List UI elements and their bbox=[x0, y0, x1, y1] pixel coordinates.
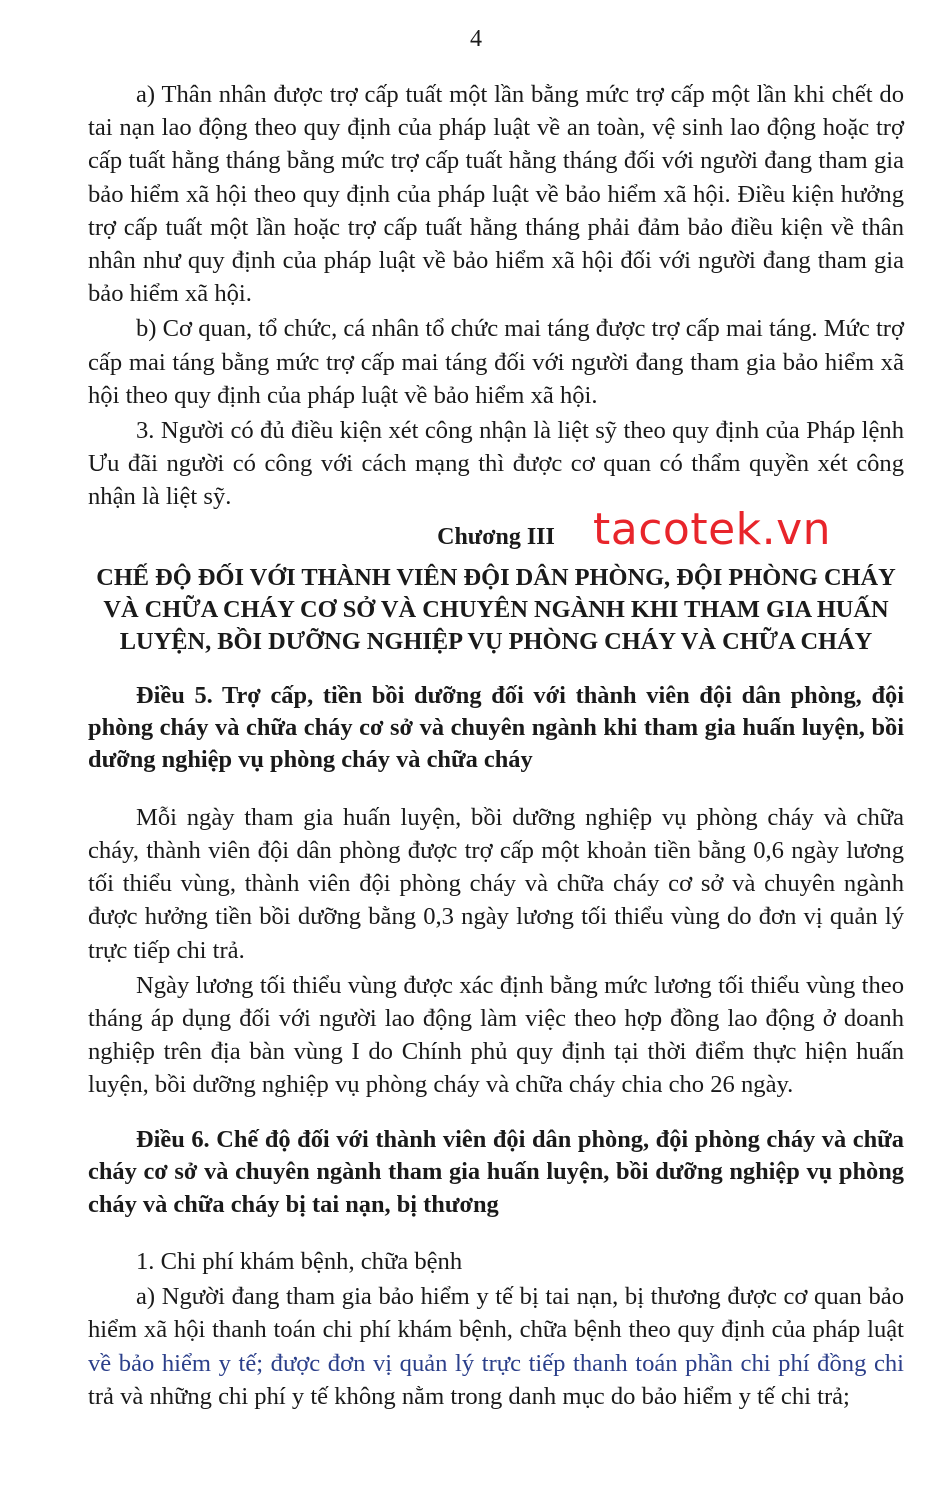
article-6-title: Điều 6. Chế độ đối với thành viên đội dân phòng, đội phòng cháy và chữa cháy cơ sở và chuyên ngành tham gia huấn luyện, bồi dưỡng nghiệp vụ phòng cháy và chữa cháy bị tai nạn, bị thương bbox=[88, 1125, 904, 1218]
article-5-paragraph-1: Mỗi ngày tham gia huấn luyện, bồi dưỡng nghiệp vụ phòng cháy và chữa cháy, thành viên đội dân phòng được trợ cấp một khoản tiền bằng 0,6 ngày lương tối thiểu vùng, thành viên đội phòng cháy và chữa cháy cơ sở và chuyên ngành được hưởng tiền bồi dưỡng bằng 0,3 ngày lương tối thiểu vùng do đơn vị quản lý trực tiếp chi trả. bbox=[88, 803, 904, 964]
page-number: 4 bbox=[470, 26, 482, 52]
article-5-title: Điều 5. Trợ cấp, tiền bồi dưỡng đối với thành viên đội dân phòng, đội phòng cháy và chữa cháy cơ sở và chuyên ngành khi tham gia huấn luyện, bồi dưỡng nghiệp vụ phòng cháy và chữa cháy bbox=[88, 681, 904, 774]
chapter-label: Chương III bbox=[437, 523, 555, 550]
article-6-item-1: 1. Chi phí khám bệnh, chữa bệnh bbox=[136, 1247, 463, 1275]
chapter-heading-line: CHẾ ĐỘ ĐỐI VỚI THÀNH VIÊN ĐỘI DÂN PHÒNG, ĐỘI PHÒNG CHÁY bbox=[96, 563, 896, 591]
chapter-label-row bbox=[88, 503, 904, 558]
item-1a-text: a) Người đang tham gia bảo hiểm y tế bị tai nạn, bị thương được cơ quan bảo hiểm xã hội thanh toán chi phí khám bệnh, chữa bệnh theo quy định của pháp luật bbox=[88, 1283, 904, 1344]
watermark-logo: tacotek.vn bbox=[593, 503, 832, 555]
item-1a-blue-text: về bảo hiểm y tế; được đơn vị quản lý trực tiếp thanh toán phần chi phí đồng chi bbox=[88, 1349, 904, 1377]
paragraph-3: 3. Người có đủ điều kiện xét công nhận là liệt sỹ theo quy định của Pháp lệnh Ưu đãi người có công với cách mạng thì được cơ quan có thẩm quyền xét công nhận là liệt sỹ. bbox=[88, 417, 904, 511]
chapter-heading-line: LUYỆN, BỒI DƯỠNG NGHIỆP VỤ PHÒNG CHÁY VÀ CHỮA CHÁY bbox=[119, 627, 873, 655]
paragraph-3b: b) Cơ quan, tổ chức, cá nhân tổ chức mai táng được trợ cấp mai táng. Mức trợ cấp mai táng bằng mức trợ cấp mai táng đối với người đang tham gia bảo hiểm xã hội theo quy định của pháp luật về bảo hiểm xã hội. bbox=[88, 315, 904, 409]
article-6-item-1a bbox=[88, 1280, 904, 1413]
document-body bbox=[88, 78, 904, 1413]
article-5-paragraph-2: Ngày lương tối thiểu vùng được xác định bằng mức lương tối thiểu vùng theo tháng áp dụng đối với người lao động làm việc theo hợp đồng lao động ở doanh nghiệp trên địa bàn vùng I do Chính phủ quy định tại thời điểm thực hiện huấn luyện, bồi dưỡng nghiệp vụ phòng cháy và chữa cháy chia cho 26 ngày. bbox=[88, 971, 904, 1099]
item-1a-end-text: trả và những chi phí y tế không nằm trong danh mục do bảo hiểm y tế chi trả; bbox=[88, 1382, 850, 1410]
paragraph-3a: a) Thân nhân được trợ cấp tuất một lần bằng mức trợ cấp một lần khi chết do tai nạn lao động theo quy định của pháp luật về an toàn, vệ sinh lao động hoặc trợ cấp tuất hằng tháng bằng mức trợ cấp tuất hằng tháng đối với người đang tham gia bảo hiểm xã hội theo quy định của pháp luật về bảo hiểm xã hội. Điều kiện hưởng trợ cấp tuất một lần hoặc trợ cấp tuất hằng tháng phải đảm bảo điều kiện về thân nhân như quy định của pháp luật về bảo hiểm xã hội đối với người đang tham gia bảo hiểm xã hội. bbox=[88, 81, 904, 308]
chapter-heading-line: VÀ CHỮA CHÁY CƠ SỞ VÀ CHUYÊN NGÀNH KHI THAM GIA HUẤN bbox=[103, 595, 889, 623]
chapter-heading bbox=[88, 562, 904, 658]
